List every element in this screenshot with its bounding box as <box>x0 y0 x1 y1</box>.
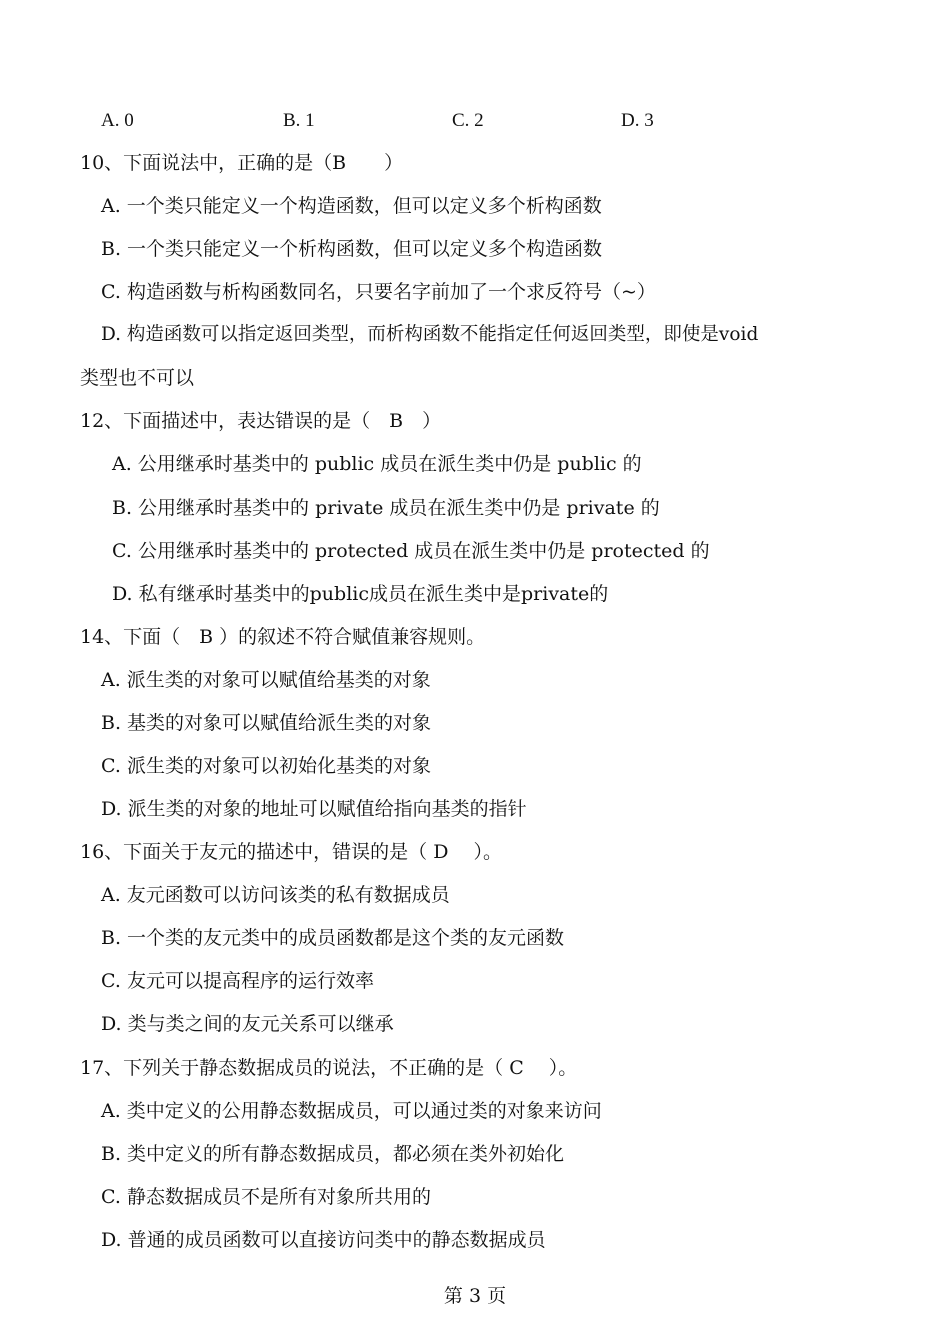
option-a: A. 一个类只能定义一个构造函数，但可以定义多个析构函数 <box>101 195 602 217</box>
page-number: 第 3 页 <box>443 1285 507 1307</box>
option-a: A. 类中定义的公用静态数据成员，可以通过类的对象来访问 <box>101 1100 602 1122</box>
option-c: C. 静态数据成员不是所有对象所共用的 <box>101 1186 431 1208</box>
option-b: B. 类中定义的所有静态数据成员，都必须在类外初始化 <box>101 1143 565 1165</box>
option-c: C. 2 <box>452 110 484 131</box>
option-a: A. 0 <box>101 110 134 131</box>
option-d-continued: 类型也不可以 <box>80 367 195 389</box>
option-d: D. 类与类之间的友元关系可以继承 <box>101 1013 394 1035</box>
option-c: C. 构造函数与析构函数同名，只要名字前加了一个求反符号（~） <box>101 281 656 303</box>
option-c: C. 友元可以提高程序的运行效率 <box>101 970 374 992</box>
option-d: D. 普通的成员函数可以直接访问类中的静态数据成员 <box>101 1229 546 1251</box>
option-a: A. 公用继承时基类中的 public 成员在派生类中仍是 public 的 <box>112 453 642 475</box>
option-a: A. 派生类的对象可以赋值给基类的对象 <box>101 669 431 691</box>
option-a: A. 友元函数可以访问该类的私有数据成员 <box>101 884 450 906</box>
option-d: D. 派生类的对象的地址可以赋值给指向基类的指针 <box>101 798 527 820</box>
question-stem: 14、下面（ B ）的叙述不符合赋值兼容规则。 <box>80 626 486 648</box>
question-stem: 12、下面描述中，表达错误的是（ B ） <box>80 410 442 432</box>
option-d: D. 3 <box>621 110 654 131</box>
option-d: D. 构造函数可以指定返回类型，而析构函数不能指定任何返回类型，即使是void <box>101 324 759 345</box>
option-b: B. 公用继承时基类中的 private 成员在派生类中仍是 private 的 <box>112 497 660 519</box>
option-c: C. 派生类的对象可以初始化基类的对象 <box>101 755 431 777</box>
option-b: B. 基类的对象可以赋值给派生类的对象 <box>101 712 432 734</box>
option-b: B. 一个类只能定义一个析构函数，但可以定义多个构造函数 <box>101 238 603 260</box>
question-stem: 17、下列关于静态数据成员的说法，不正确的是（ C ）。 <box>80 1057 578 1079</box>
option-b: B. 1 <box>283 110 315 131</box>
option-c: C. 公用继承时基类中的 protected 成员在派生类中仍是 protected 的 <box>112 540 710 562</box>
option-d: D. 私有继承时基类中的public成员在派生类中是private的 <box>112 583 609 605</box>
question-stem: 10、下面说法中，正确的是（B ） <box>80 152 404 174</box>
option-b: B. 一个类的友元类中的成员函数都是这个类的友元函数 <box>101 927 565 949</box>
question-stem: 16、下面关于友元的描述中，错误的是（ D ）。 <box>80 841 502 863</box>
